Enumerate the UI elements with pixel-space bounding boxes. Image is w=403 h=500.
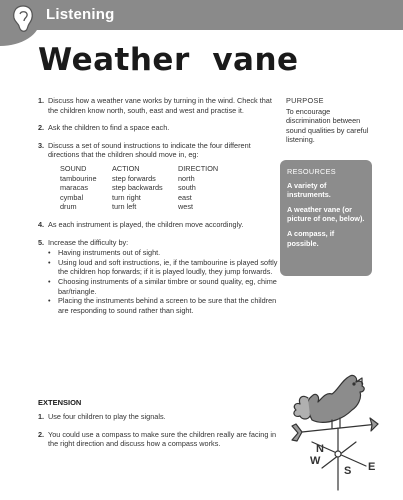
table-cell: north [178,173,195,183]
rooster-tail [294,396,310,419]
column-header-sound: SOUND [60,163,87,173]
column-header-direction: DIRECTION [178,163,219,173]
ear-icon [10,4,36,34]
sound-instruction-table [60,164,218,212]
rooster-eye [353,383,355,385]
list-item [48,277,278,296]
compass-label-n: N [316,443,324,455]
table-cell: west [178,202,194,212]
compass-hub [335,451,341,457]
bullet-text: Choosing instruments of a similar timbre or sound quality, eg, chime bar/triangle. [58,276,277,296]
table-cell: step backwards [112,183,163,193]
extension-list [38,412,278,457]
bullet-marker: • [48,248,51,258]
table-row [60,202,218,212]
step-4 [38,220,278,230]
step-text: You could use a compass to make sure the children really are facing in the right direction and discuss how a compass works. [48,429,277,449]
compass-label-e: E [368,461,376,473]
bullet-marker: • [48,276,51,286]
step-number: 1. [38,412,45,421]
table-row [60,193,218,203]
table-cell: step forwards [112,173,156,183]
step-number: 2. [38,429,45,439]
table-cell: tambourine [60,173,97,183]
step-number: 4. [38,219,45,229]
bullet-marker: • [48,257,51,267]
list-item [48,296,278,315]
resources-heading: RESOURCES [287,167,336,176]
table-cell: turn right [112,192,141,202]
step-number: 2. [38,123,45,133]
table-cell: maracas [60,183,88,193]
step-text: Use four children to play the signals. [48,412,166,421]
table-cell: drum [60,202,77,212]
step-text: As each instrument is played, the children move accordingly. [48,219,244,229]
step-5 [38,238,278,316]
vane-arrow-tail [292,424,302,441]
step-text: Discuss how a weather vane works by turning in the wind. Check that the children know north, south, east and west and practise it. [48,96,272,115]
resource-item: A variety of instruments. [287,180,331,200]
resource-item: A compass, if possible. [287,228,335,248]
table-cell: east [178,192,192,202]
resource-item: A weather vane (or picture of one, below). [287,204,365,224]
bullet-marker: • [48,296,51,306]
resources-box [280,160,372,276]
step-text: Discuss a set of sound instructions to indicate the four different directions that the children should move in, eg: [48,140,251,160]
extension-item-1 [38,412,278,422]
section-label: Listening [46,6,115,23]
extension-heading: EXTENSION [38,398,82,407]
extension-item-2 [38,430,278,449]
step-text [48,238,278,316]
step-number: 3. [38,140,45,150]
step-2 [38,123,278,133]
column-header-action: ACTION [112,163,140,173]
page-title: Weather vane [38,42,299,78]
compass-label-s: S [344,465,352,477]
bullet-text: Having instruments out of sight. [58,248,161,258]
table-row [60,174,218,184]
step-1 [38,96,278,115]
table-header-row [60,164,218,174]
purpose-section [286,96,376,145]
list-item [48,258,278,277]
step-text: Ask the children to find a space each. [48,123,170,133]
table-cell: turn left [112,202,137,212]
compass-label-w: W [310,455,321,467]
list-item [48,248,278,258]
step-5-intro: Increase the difficulty by: [48,237,129,247]
purpose-text: To encourage discrimination between sound qualities by careful listening. [286,106,369,145]
instructions-column [38,96,278,323]
difficulty-bullet-list [48,248,278,315]
step-number: 5. [38,237,45,247]
table-row [60,183,218,193]
table-cell: cymbal [60,192,84,202]
step-number: 1. [38,96,45,105]
table-cell: south [178,183,196,193]
step-3 [38,141,278,160]
weather-vane-illustration [282,372,394,492]
bullet-text: Placing the instruments behind a screen to be sure that the children are responding to sound rather than sight. [58,296,277,315]
purpose-heading: PURPOSE [286,96,324,105]
bullet-text: Using loud and soft instructions, ie, if the tambourine is played softly the children hop forwards; if it is played loudly, they jump forwards. [58,257,278,277]
